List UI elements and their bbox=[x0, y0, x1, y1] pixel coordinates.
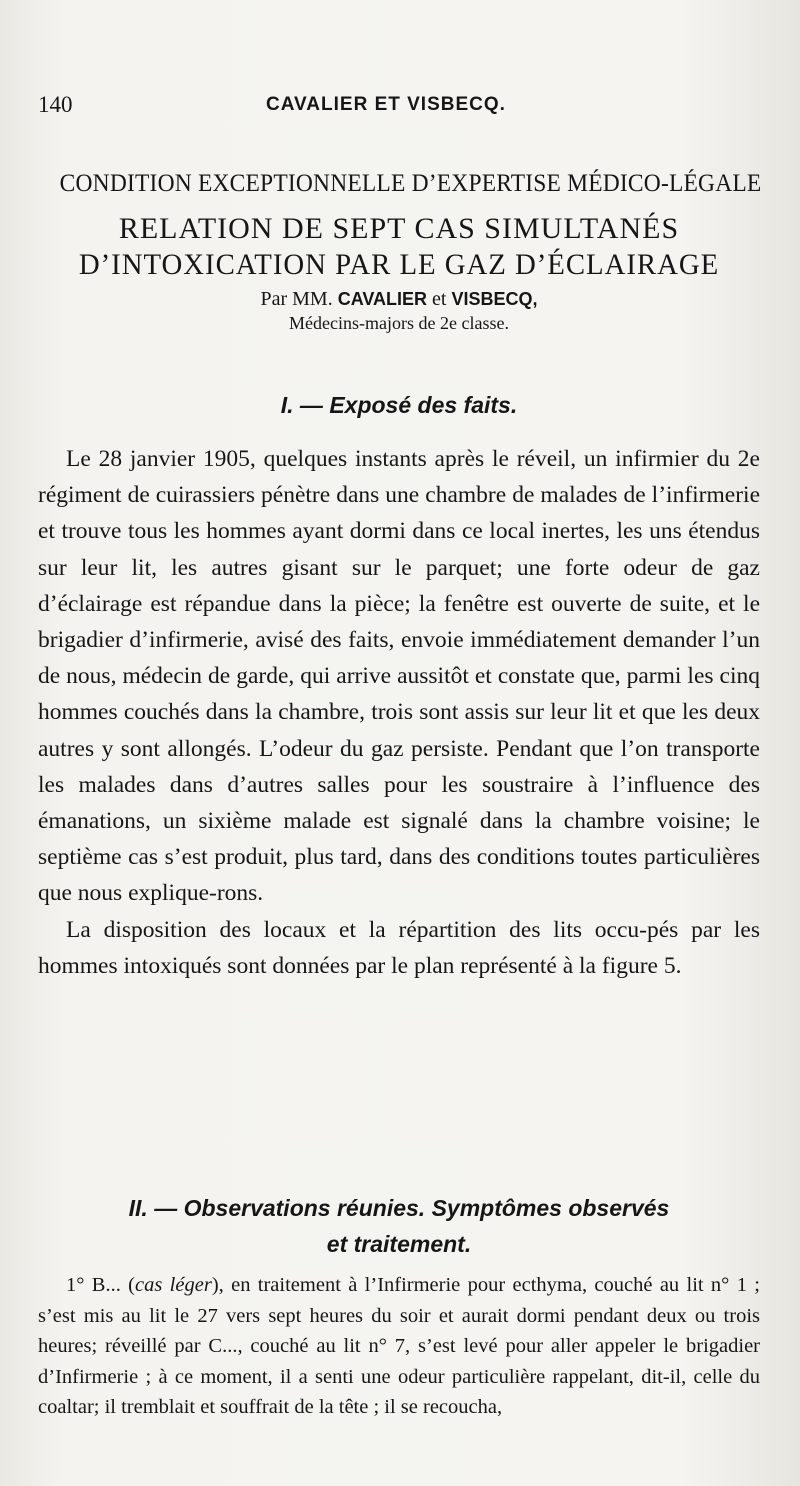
section-2-title-line-1: II. — Observations réunies. Symptômes observés bbox=[128, 1195, 670, 1221]
running-header bbox=[38, 92, 760, 122]
article-heading bbox=[38, 170, 760, 334]
authors-joiner: et bbox=[432, 288, 447, 310]
heading-line-3: D’INTOXICATION PAR LE GAZ D’ÉCLAIRAGE bbox=[78, 248, 720, 281]
paragraph-2: La disposition des locaux et la répartition des lits occu-pés par les hommes intoxiqués sont données par le plan représenté à la figure 5. bbox=[38, 916, 760, 979]
authors-prefix: Par MM. bbox=[260, 288, 333, 310]
section-2-title-line-2: et traitement. bbox=[326, 1231, 472, 1257]
section-1-title: I. — Exposé des faits. bbox=[280, 392, 518, 418]
observation-1-paragraph bbox=[38, 1270, 760, 1423]
obs1-italic: cas léger bbox=[135, 1274, 212, 1296]
heading-line-2: RELATION DE SEPT CAS SIMULTANÉS bbox=[118, 212, 680, 245]
heading-line-1: CONDITION EXCEPTIONNELLE D’EXPERTISE MÉDICO-LÉGALE bbox=[59, 170, 762, 197]
author-2: VISBECQ, bbox=[451, 289, 538, 309]
page-number: 140 bbox=[38, 92, 73, 117]
author-1: CAVALIER bbox=[337, 289, 428, 309]
obs1-lead: 1° B... ( bbox=[66, 1274, 136, 1296]
section-2-title bbox=[38, 1190, 760, 1262]
section-1-body bbox=[38, 441, 760, 984]
observation-1 bbox=[38, 1270, 760, 1423]
running-title: CAVALIER ET VISBECQ. bbox=[266, 94, 506, 115]
obs1-text: ), en traitement à l’Infirmerie pour ecthyma, couché au lit n° 1 ; s’est mis au lit le 27 vers sept heures du soir et aurait dormi pendant deux ou trois heures; réveillé par C..., couché au lit n° 7, s’est levé pour aller appeler le brigadier d’Infirmerie ; à ce moment, il a senti une odeur particulière rappelant, dit-il, celle du coaltar; il tremblait et souffrait de la tête ; il se recoucha, bbox=[38, 1274, 761, 1418]
authors-line bbox=[38, 288, 760, 311]
paragraph-1: Le 28 janvier 1905, quelques instants après le réveil, un infirmier du 2e régiment de cuirassiers pénètre dans une chambre de malades de l’infirmerie et trouve tous les hommes ayant dormi dans ce local inertes, les uns étendus sur leur lit, les autres gisant sur le parquet; une forte odeur de gaz d’éclairage est répandue dans la pièce; la fenêtre est ouverte de suite, et le brigadier d’infirmerie, avisé des faits, envoie immédiatement demander l’un de nous, médecin de garde, qui arrive aussitôt et constate que, parmi les cinq hommes couchés dans la chambre, trois sont assis sur leur lit et que les deux autres y sont allongés. L’odeur du gaz persiste. Pendant que l’on transporte les malades dans d’autres salles pour les soustraire à l’influence des émanations, un sixième malade est signalé dans la chambre voisine; le septième cas s’est produit, plus tard, dans des conditions toutes particulières que nous explique-rons. bbox=[38, 446, 760, 907]
authors-subtitle: Médecins-majors de 2e classe. bbox=[289, 313, 509, 333]
